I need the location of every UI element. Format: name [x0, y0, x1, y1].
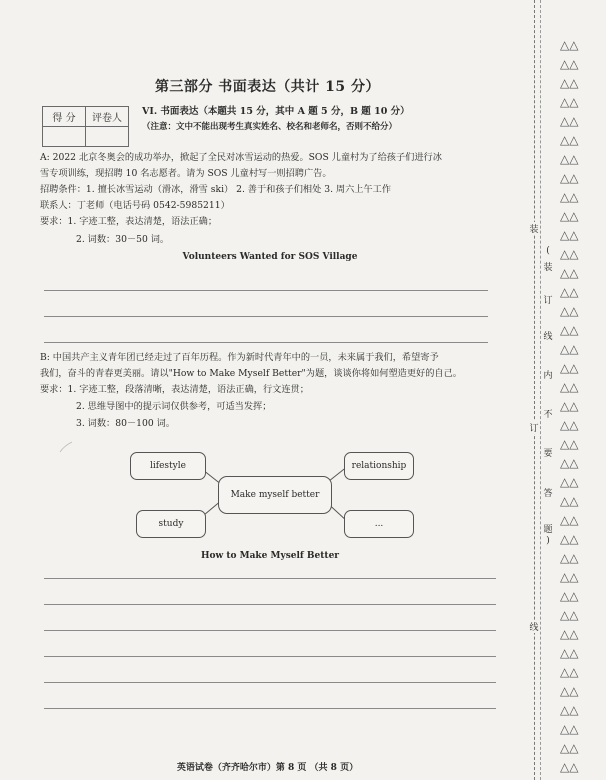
triangle-mark: △△ [560, 114, 579, 128]
part-a-contact: 联系人：丁老师（电话号码 0542-5985211） [40, 200, 230, 211]
triangle-mark: △△ [560, 551, 579, 565]
mindmap-node-more: ... [344, 510, 414, 538]
page-title: 第三部分 书面表达（共计 15 分） [154, 79, 381, 95]
binding-label-zhuang: 装 [527, 222, 541, 235]
triangle-mark: △△ [560, 380, 579, 394]
mindmap-node-lifestyle: lifestyle [130, 452, 206, 480]
triangle-mark: △△ [560, 171, 579, 185]
binding-label-ding: 订 [527, 421, 541, 434]
answer-line[interactable] [44, 708, 496, 709]
binding-label-xian: 线 [527, 620, 541, 633]
triangle-mark: △△ [560, 285, 579, 299]
answer-line[interactable] [44, 604, 496, 605]
part-a-answer-title: Volunteers Wanted for SOS Village [182, 252, 358, 262]
triangle-mark: △△ [560, 684, 579, 698]
triangle-mark: △△ [560, 38, 579, 52]
binding-dashed-line [534, 0, 535, 780]
page-footer: 英语试卷（齐齐哈尔市）第 8 页 （共 8 页） [176, 763, 359, 773]
binding-note-char: 订 [543, 296, 553, 306]
pencil-mark [60, 442, 72, 452]
part-a-line1: A: 2022 北京冬奥会的成功举办，掀起了全民对冰雪运动的热爱。SOS 儿童村为了给孩子们进行冰 [40, 152, 442, 163]
mindmap-node-study: study [136, 510, 206, 538]
part-a-line2: 雪专项训练，现招聘 10 名志愿者。请为 SOS 儿童村写一则招聘广告。 [40, 168, 332, 179]
answer-line[interactable] [44, 630, 496, 631]
part-b-req1: 要求：1. 字迹工整，段落清晰，表达清楚，语法正确，行文连贯； [40, 384, 309, 395]
binding-dashed-line-inner [540, 0, 541, 780]
triangle-mark: △△ [560, 152, 579, 166]
triangle-mark: △△ [560, 133, 579, 147]
triangle-mark: △△ [560, 722, 579, 736]
binding-note-char: 要 [543, 449, 553, 459]
triangle-mark: △△ [560, 57, 579, 71]
triangle-mark: △△ [560, 475, 579, 489]
triangle-mark: △△ [560, 361, 579, 375]
part-b-answer-title: How to Make Myself Better [200, 551, 340, 561]
triangle-mark: △△ [560, 456, 579, 470]
triangle-mark: △△ [560, 247, 579, 261]
part-a-req2: 2. 词数：30－50 词。 [76, 234, 170, 245]
score-label: 得 分 [43, 107, 86, 127]
binding-note-char: 内 [543, 371, 553, 381]
binding-note-char: ) [546, 536, 550, 546]
triangle-marks-column [560, 36, 606, 777]
section-heading: VI. 书面表达（本题共 15 分，其中 A 题 5 分，B 题 10 分） [142, 106, 410, 117]
triangle-mark: △△ [560, 190, 579, 204]
triangle-mark: △△ [560, 95, 579, 109]
mindmap-node-relationship: relationship [344, 452, 414, 480]
triangle-mark: △△ [560, 323, 579, 337]
part-a-req1: 要求：1. 字迹工整，表达清楚，语法正确； [40, 216, 218, 227]
part-b-line1: B: 中国共产主义青年团已经走过了百年历程。作为新时代青年中的一员，未来属于我们，希望寄予 [40, 352, 439, 363]
binding-note-char: 答 [543, 489, 553, 499]
grader-label: 评卷人 [86, 107, 129, 127]
triangle-mark: △△ [560, 399, 579, 413]
triangle-mark: △△ [560, 703, 579, 717]
triangle-mark: △△ [560, 608, 579, 622]
triangle-mark: △△ [560, 494, 579, 508]
triangle-mark: △△ [560, 418, 579, 432]
triangle-mark: △△ [560, 646, 579, 660]
mindmap-center-node: Make myself better [218, 476, 332, 514]
part-a-conditions: 招聘条件：1. 擅长冰雪运动（滑冰，滑雪 ski） 2. 善于和孩子们相处 3. 周六上午工作 [40, 184, 392, 195]
triangle-mark: △△ [560, 437, 579, 451]
triangle-mark: △△ [560, 532, 579, 546]
binding-note-char: 线 [543, 332, 553, 342]
section-note: （注意：文中不能出现考生真实姓名、校名和老师名，否则不给分） [142, 122, 398, 132]
triangle-mark: △△ [560, 570, 579, 584]
triangle-mark: △△ [560, 266, 579, 280]
answer-line[interactable] [44, 682, 496, 683]
triangle-mark: △△ [560, 627, 579, 641]
triangle-mark: △△ [560, 589, 579, 603]
part-b-req3: 3. 词数：80－100 词。 [76, 418, 175, 429]
triangle-mark: △△ [560, 76, 579, 90]
triangle-mark: △△ [560, 209, 579, 223]
binding-note-char: 装 [543, 263, 553, 273]
triangle-mark: △△ [560, 760, 579, 774]
triangle-mark: △△ [560, 228, 579, 242]
answer-line[interactable] [44, 656, 496, 657]
binding-note-char: 不 [543, 410, 553, 420]
part-b-req2: 2. 思维导图中的提示词仅供参考，可适当发挥； [76, 401, 272, 412]
part-b-line2: 我们，奋斗的青春更美丽。请以"How to Make Myself Better"为题，谈谈你将如何塑造更好的自己。 [40, 368, 462, 379]
binding-note-char: 题 [543, 525, 553, 535]
triangle-mark: △△ [560, 665, 579, 679]
triangle-mark: △△ [560, 513, 579, 527]
binding-note-char: ( [546, 246, 550, 256]
triangle-mark: △△ [560, 741, 579, 755]
triangle-mark: △△ [560, 304, 579, 318]
answer-line[interactable] [44, 578, 496, 579]
triangle-mark: △△ [560, 342, 579, 356]
